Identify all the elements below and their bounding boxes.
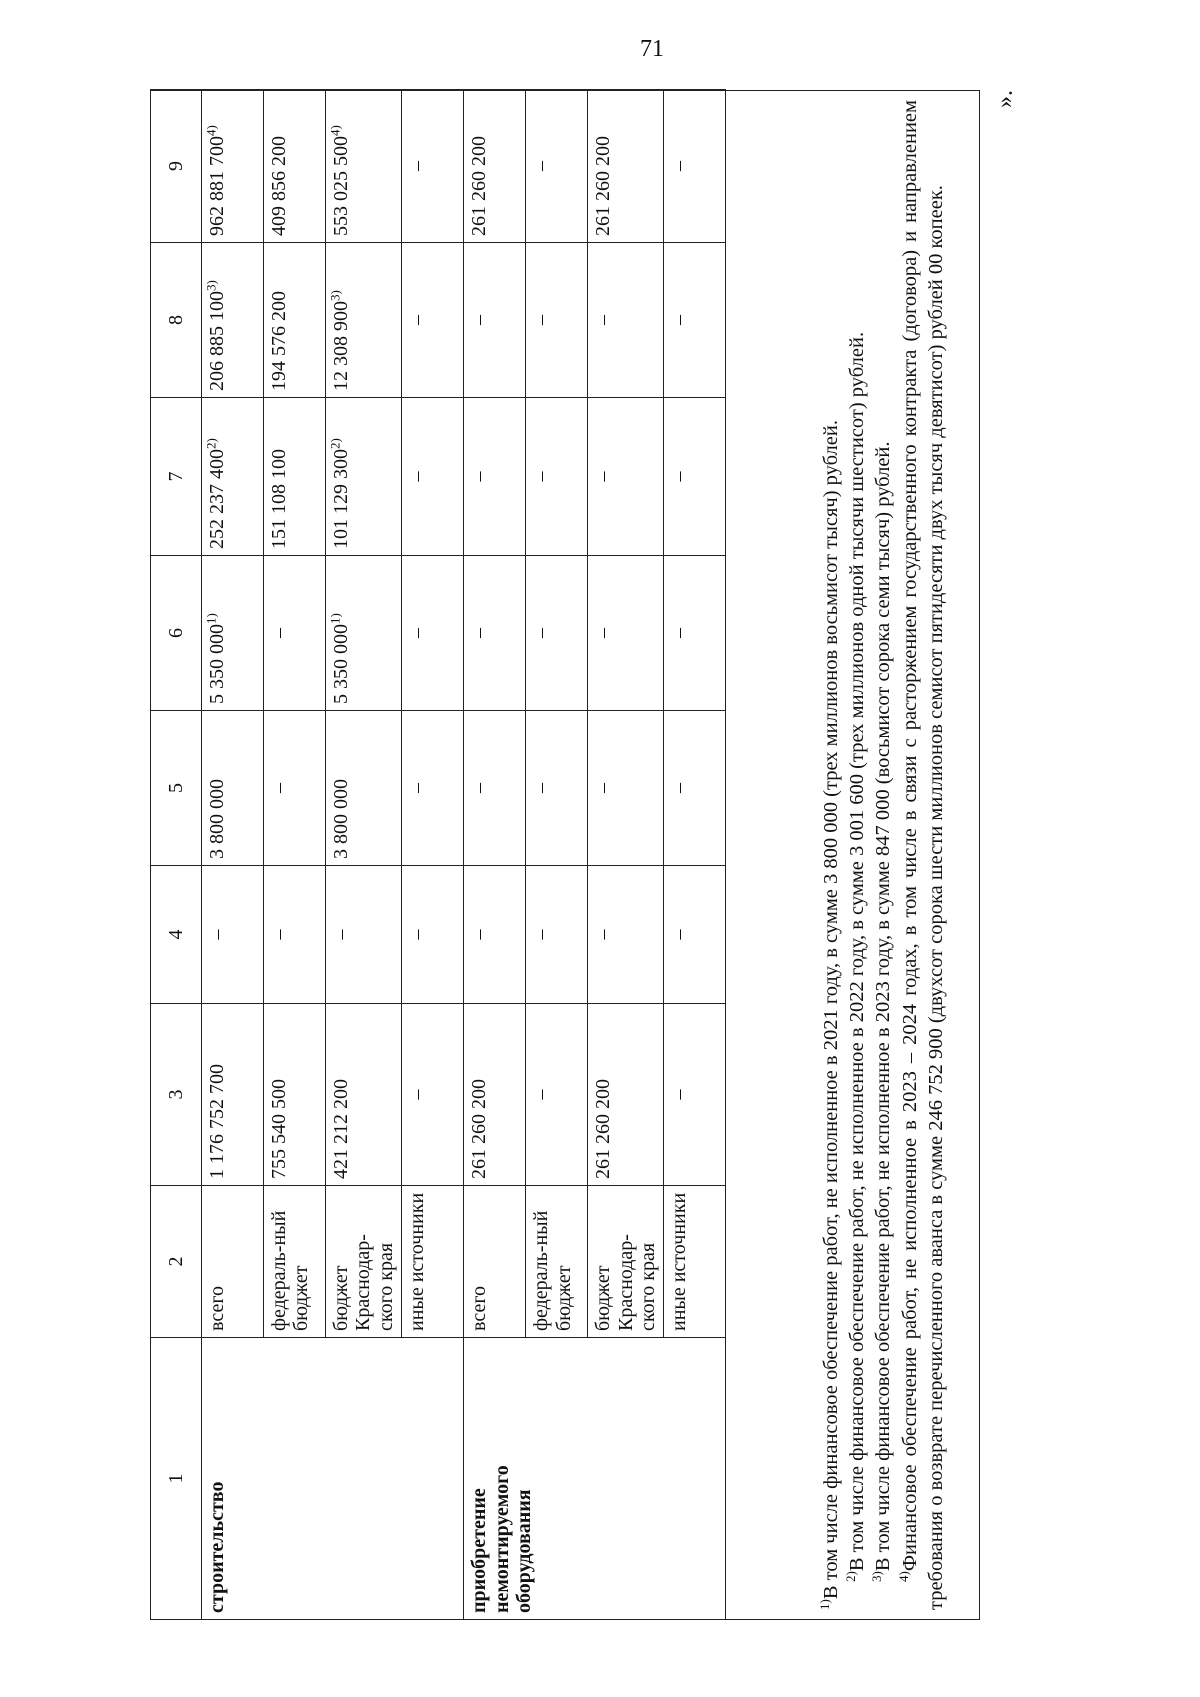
value-cell: – bbox=[526, 243, 588, 398]
value-cell: – bbox=[664, 243, 726, 398]
value-cell: 553 025 500$^{4)}$ bbox=[326, 90, 402, 243]
value-cell: – bbox=[264, 866, 326, 1004]
value-cell: – bbox=[588, 556, 664, 711]
value-cell: – bbox=[664, 1004, 726, 1186]
source-cell: бюджет Краснодар-ского края bbox=[588, 1186, 664, 1338]
header-cell-2: 2 bbox=[151, 1186, 202, 1338]
source-cell: федераль-ный бюджет bbox=[264, 1186, 326, 1338]
value-cell: 194 576 200 bbox=[264, 243, 326, 398]
value-cell: – bbox=[526, 1004, 588, 1186]
value-cell: – bbox=[526, 866, 588, 1004]
footnote-ref: 1) bbox=[327, 613, 343, 624]
value-cell: 151 108 100 bbox=[264, 398, 326, 556]
value-cell: – bbox=[588, 243, 664, 398]
header-cell-5: 5 bbox=[151, 711, 202, 866]
closing-quote-mark: ». bbox=[992, 90, 1018, 108]
value-cell: 5 350 000$^{1)}$ bbox=[326, 556, 402, 711]
value-cell: – bbox=[464, 711, 526, 866]
value-cell: 3 800 000 bbox=[326, 711, 402, 866]
value-cell: 755 540 500 bbox=[264, 1004, 326, 1186]
category-cell: строительство bbox=[202, 1338, 464, 1620]
footnote-ref: 2) bbox=[203, 438, 219, 449]
value-cell: 261 260 200 bbox=[464, 90, 526, 243]
footnote-1: $^{1)}$В том числе финансовое обеспечение работ, не исполненное в 2021 году, в сумме 3 800 000 (трех миллионов восьмисот тысяч) рублей. bbox=[817, 420, 842, 1610]
value-cell: – bbox=[588, 711, 664, 866]
footnote-ref: 4) bbox=[327, 125, 343, 136]
category-cell: приобретение немонтируемого оборудования bbox=[464, 1338, 726, 1620]
value-cell: – bbox=[526, 90, 588, 243]
value-cell: 261 260 200 bbox=[588, 90, 664, 243]
value-cell: 261 260 200 bbox=[588, 1004, 664, 1186]
value-cell: – bbox=[264, 556, 326, 711]
value-cell: – bbox=[402, 90, 464, 243]
value-cell: 12 308 900$^{3)}$ bbox=[326, 243, 402, 398]
value-cell: 421 212 200 bbox=[326, 1004, 402, 1186]
value-cell: – bbox=[402, 866, 464, 1004]
value-cell: – bbox=[464, 866, 526, 1004]
footnote-ref: 3) bbox=[327, 290, 343, 301]
value-cell: 5 350 000$^{1)}$ bbox=[202, 556, 264, 711]
header-cell-6: 6 bbox=[151, 556, 202, 711]
value-cell: – bbox=[588, 866, 664, 1004]
value-cell: – bbox=[664, 556, 726, 711]
value-cell: – bbox=[402, 556, 464, 711]
value-cell: – bbox=[402, 1004, 464, 1186]
footnote-ref: 4) bbox=[203, 125, 219, 136]
source-cell: иные источники bbox=[664, 1186, 726, 1338]
value-cell: 252 237 400$^{2)}$ bbox=[202, 398, 264, 556]
rotated-table-block bbox=[150, 90, 980, 1620]
value-cell: – bbox=[464, 556, 526, 711]
footnotes bbox=[818, 100, 949, 1610]
footnote-ref: 3) bbox=[203, 280, 219, 291]
source-cell: бюджет Краснодар-ского края bbox=[326, 1186, 402, 1338]
value-cell: – bbox=[402, 711, 464, 866]
footnote-ref: 2) bbox=[327, 438, 343, 449]
source-cell: иные источники bbox=[402, 1186, 464, 1338]
source-cell: всего bbox=[202, 1186, 264, 1338]
value-cell: 1 176 752 700 bbox=[202, 1004, 264, 1186]
value-cell: – bbox=[526, 556, 588, 711]
value-cell: 261 260 200 bbox=[464, 1004, 526, 1186]
value-cell: 409 856 200 bbox=[264, 90, 326, 243]
value-cell: – bbox=[526, 711, 588, 866]
value-cell: 101 129 300$^{2)}$ bbox=[326, 398, 402, 556]
value-cell: – bbox=[664, 90, 726, 243]
value-cell: – bbox=[464, 243, 526, 398]
footnote-ref: 1) bbox=[203, 613, 219, 624]
value-cell: – bbox=[402, 398, 464, 556]
value-cell: – bbox=[264, 711, 326, 866]
value-cell: – bbox=[664, 398, 726, 556]
value-cell: – bbox=[326, 866, 402, 1004]
value-cell: 962 881 700$^{4)}$ bbox=[202, 90, 264, 243]
value-cell: – bbox=[664, 866, 726, 1004]
value-cell: – bbox=[402, 243, 464, 398]
footnote-4: $^{4)}$Финансовое обеспечение работ, не исполненное в 2023 – 2024 годах, в том числе в связи с расторжением государственного контракта (договора) и направлением требования о возврате перечисленного аванса в сумме 246 752 900 (двухсот сорока шести миллионов семисот пятидесяти двух тысяч девятисот) рублей 00 копеек. bbox=[895, 100, 947, 1610]
header-cell-9: 9 bbox=[151, 90, 202, 243]
value-cell: 206 885 100$^{3)}$ bbox=[202, 243, 264, 398]
header-cell-1: 1 bbox=[151, 1338, 202, 1620]
source-cell: всего bbox=[464, 1186, 526, 1338]
page-number: 71 bbox=[640, 36, 664, 62]
value-cell: – bbox=[588, 398, 664, 556]
header-cell-7: 7 bbox=[151, 398, 202, 556]
footnote-3: $^{3)}$В том числе финансовое обеспечение работ, не исполненное в 2023 году, в сумме 847 000 (восьмисот сорока семи тысяч) рублей. bbox=[869, 441, 895, 1582]
value-cell: 3 800 000 bbox=[202, 711, 264, 866]
value-cell: – bbox=[664, 711, 726, 866]
value-cell: – bbox=[202, 866, 264, 1004]
value-cell: – bbox=[464, 398, 526, 556]
header-cell-8: 8 bbox=[151, 243, 202, 398]
source-cell: федераль-ный бюджет bbox=[526, 1186, 588, 1338]
footnote-2: $^{2)}$В том числе финансовое обеспечение работ, не исполненное в 2022 году, в сумме 3 001 600 (трех миллионов одной тысячи шестисот) рублей. bbox=[843, 331, 869, 1582]
header-cell-4: 4 bbox=[151, 866, 202, 1004]
header-cell-3: 3 bbox=[151, 1004, 202, 1186]
value-cell: – bbox=[526, 398, 588, 556]
